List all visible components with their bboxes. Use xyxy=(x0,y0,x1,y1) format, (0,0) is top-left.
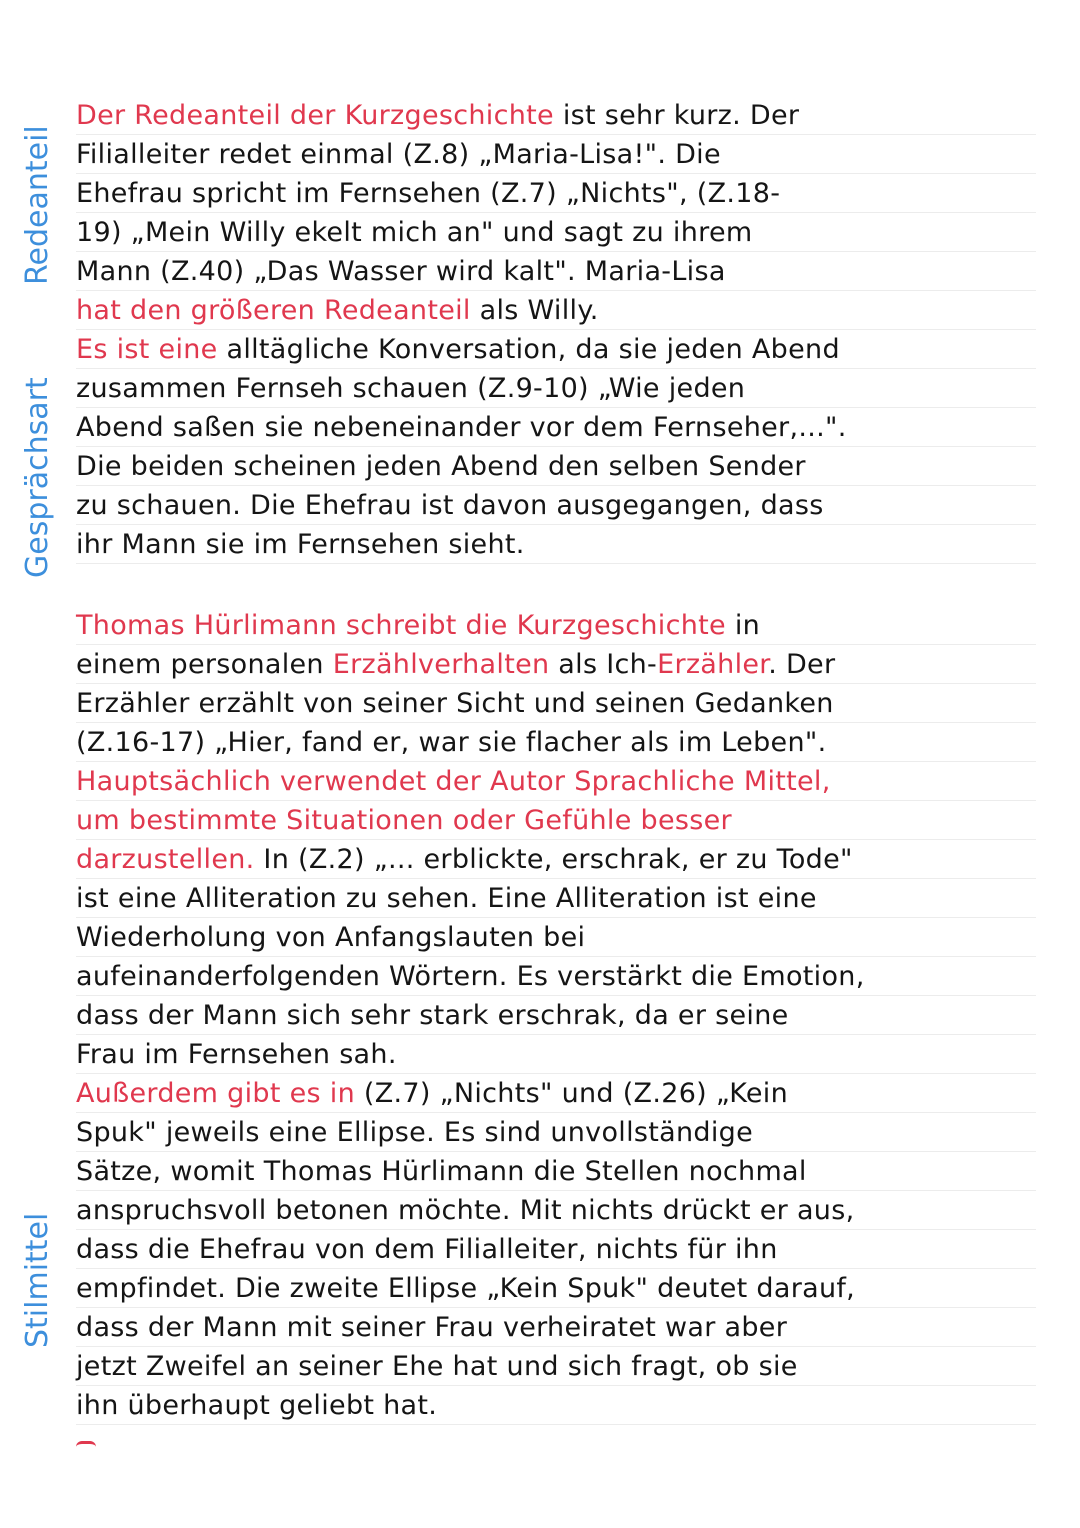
handwritten-line xyxy=(76,918,1036,957)
handwritten-line xyxy=(76,684,1036,723)
handwritten-line xyxy=(76,1230,1036,1269)
handwritten-line xyxy=(76,447,1036,486)
highlighted-text: Hauptsächlich verwendet der Autor Sprachliche Mittel, xyxy=(76,766,831,797)
text-segment: ihn überhaupt geliebt hat. xyxy=(76,1390,438,1421)
text-segment: Die beiden scheinen jeden Abend den selben Sender xyxy=(76,451,806,482)
handwritten-line xyxy=(76,1347,1036,1386)
text-segment: (Z.7) „Nichts" und (Z.26) „Kein xyxy=(354,1078,789,1109)
handwritten-line xyxy=(76,135,1036,174)
highlighted-text: um bestimmte Situationen oder Gefühle besser xyxy=(76,805,732,836)
text-segment: Filialleiter redet einmal (Z.8) „Maria-Lisa!". Die xyxy=(76,139,721,170)
handwritten-line xyxy=(76,291,1036,330)
text-segment: als Ich- xyxy=(549,649,658,680)
highlighted-text: Erzählverhalten xyxy=(332,649,550,680)
text-segment: . Der xyxy=(768,649,836,680)
highlighted-text: Erzähler xyxy=(657,649,769,680)
highlighted-text: Der Redeanteil der Kurzgeschichte xyxy=(76,100,554,131)
text-segment: zu schauen. Die Ehefrau ist davon ausgegangen, dass xyxy=(76,490,824,521)
handwritten-line xyxy=(76,762,1036,801)
handwritten-line xyxy=(76,96,1036,135)
paragraph-redeanteil-gespraechsart xyxy=(76,96,1036,564)
handwritten-line xyxy=(76,996,1036,1035)
highlighted-text: Außerdem gibt es in xyxy=(76,1078,355,1109)
text-segment: alltägliche Konversation, da sie jeden Abend xyxy=(217,334,840,365)
text-segment: dass der Mann sich sehr stark erschrak, da er seine xyxy=(76,1000,789,1031)
handwritten-line xyxy=(76,879,1036,918)
side-label-gespraechsart: Gesprächsart xyxy=(20,377,55,578)
text-segment: Mann (Z.40) „Das Wasser wird kalt". Maria-Lisa xyxy=(76,256,726,287)
handwritten-line xyxy=(76,957,1036,996)
handwritten-line xyxy=(76,1035,1036,1074)
handwritten-line xyxy=(76,1269,1036,1308)
text-segment: Abend saßen sie nebeneinander vor dem Fernseher,...". xyxy=(76,412,847,443)
text-segment: ist eine Alliteration zu sehen. Eine Alliteration ist eine xyxy=(76,883,817,914)
cut-off-line xyxy=(76,1432,1016,1445)
handwritten-line xyxy=(76,1386,1036,1425)
text-segment: ihr Mann sie im Fernsehen sieht. xyxy=(76,529,525,560)
text-segment: anspruchsvoll betonen möchte. Mit nichts drückt er aus, xyxy=(76,1195,855,1226)
handwritten-line xyxy=(76,330,1036,369)
text-segment: Spuk" jeweils eine Ellipse. Es sind unvollständige xyxy=(76,1117,753,1148)
side-label-stilmittel: Stilmittel xyxy=(20,1212,55,1348)
text-segment: 19) „Mein Willy ekelt mich an" und sagt zu ihrem xyxy=(76,217,753,248)
handwritten-line xyxy=(76,408,1036,447)
handwritten-line xyxy=(76,723,1036,762)
text-segment: In (Z.2) „... erblickte, erschrak, er zu Tode" xyxy=(254,844,853,875)
text-segment: Erzähler erzählt von seiner Sicht und seinen Gedanken xyxy=(76,688,834,719)
text-segment: (Z.16-17) „Hier, fand er, war sie flacher als im Leben". xyxy=(76,727,827,758)
text-segment: Wiederholung von Anfangslauten bei xyxy=(76,922,586,953)
text-segment: Frau im Fernsehen sah. xyxy=(76,1039,397,1070)
handwritten-line xyxy=(76,1152,1036,1191)
handwritten-line xyxy=(76,840,1036,879)
text-segment: jetzt Zweifel an seiner Ehe hat und sich fragt, ob sie xyxy=(76,1351,798,1382)
text-segment: dass der Mann mit seiner Frau verheiratet war aber xyxy=(76,1312,788,1343)
text-segment: ist sehr kurz. Der xyxy=(553,100,800,131)
highlighted-text: hat den größeren Redeanteil xyxy=(76,295,471,326)
text-segment: empfindet. Die zweite Ellipse „Kein Spuk" deutet darauf, xyxy=(76,1273,856,1304)
handwritten-line xyxy=(76,213,1036,252)
handwritten-line xyxy=(76,486,1036,525)
handwritten-line xyxy=(76,252,1036,291)
handwritten-line xyxy=(76,1113,1036,1152)
text-segment: Sätze, womit Thomas Hürlimann die Stellen nochmal xyxy=(76,1156,807,1187)
handwritten-line xyxy=(76,1074,1036,1113)
text-segment: aufeinanderfolgenden Wörtern. Es verstärkt die Emotion, xyxy=(76,961,865,992)
handwritten-line xyxy=(76,606,1036,645)
highlighted-text: Es ist eine xyxy=(76,334,218,365)
highlighted-text: darzustellen. xyxy=(76,844,255,875)
side-label-redeanteil: Redeanteil xyxy=(20,125,55,285)
text-segment: dass die Ehefrau von dem Filialleiter, nichts für ihn xyxy=(76,1234,778,1265)
handwritten-line xyxy=(76,1308,1036,1347)
highlighted-text: Thomas Hürlimann schreibt die Kurzgeschichte xyxy=(76,610,726,641)
handwritten-line xyxy=(76,174,1036,213)
handwritten-line xyxy=(76,369,1036,408)
handwritten-line xyxy=(76,1191,1036,1230)
handwritten-line xyxy=(76,645,1036,684)
handwritten-line xyxy=(76,801,1036,840)
text-segment: einem personalen xyxy=(76,649,333,680)
text-segment: als Willy. xyxy=(470,295,599,326)
text-segment: Ehefrau spricht im Fernsehen (Z.7) „Nichts", (Z.18- xyxy=(76,178,781,209)
handwritten-line xyxy=(76,525,1036,564)
text-segment: zusammen Fernseh schauen (Z.9-10) „Wie jeden xyxy=(76,373,746,404)
text-segment: in xyxy=(725,610,761,641)
paragraph-erzaehlverhalten-stilmittel xyxy=(76,606,1036,1425)
